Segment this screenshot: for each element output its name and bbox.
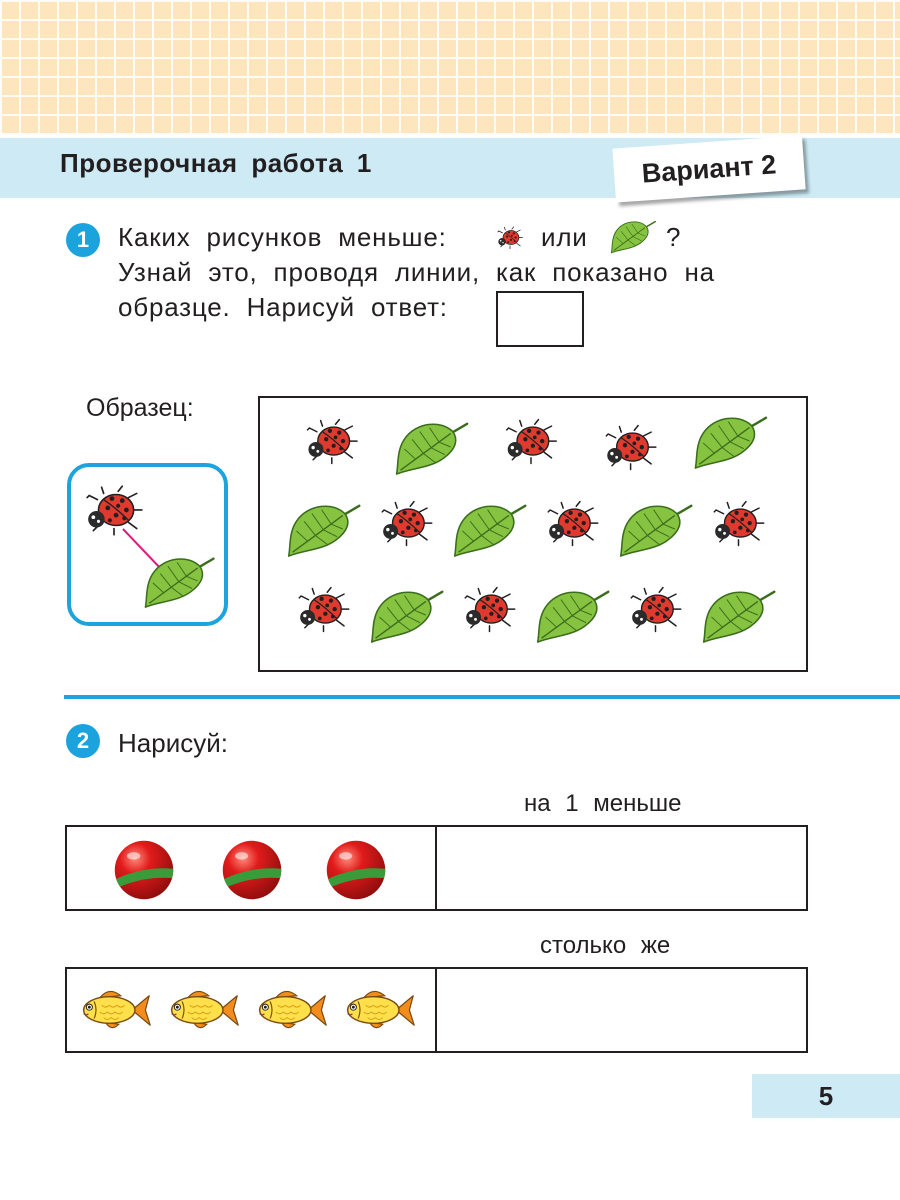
fish-group [67,969,433,1051]
task-1-number: 1 [76,227,90,252]
ladybug-icon [548,502,597,546]
task-row-1 [65,825,808,911]
task-1-line-3: образце. Нарисуй ответ: [118,292,448,322]
ladybug-icon [465,588,514,632]
task-1-line-1c: ? [666,222,682,252]
leaf-icon [695,418,766,468]
ladybug-icon [606,426,655,470]
task-2-number: 2 [76,728,90,753]
pictures-grid-drawing [260,398,806,670]
row-2-caption: столько же [540,932,671,959]
task-row-1-sample-cell [67,827,437,909]
leaf-icon [455,506,526,556]
fish-icon [84,991,150,1027]
ladybug-icon [87,486,142,535]
leaf-icon [704,592,775,642]
ladybug-icon [382,502,431,546]
sample-box [67,463,228,626]
task-row-1-answer-cell[interactable] [437,827,806,909]
row-1-caption: на 1 меньше [524,790,682,817]
ladybug-icon [308,420,357,464]
fish-icon [348,991,415,1027]
page-number: 5 [818,1080,834,1111]
ball-icon [113,841,175,899]
leaf-icon [621,506,692,556]
variant-label: Вариант 2 [640,148,778,189]
answer-box[interactable] [496,291,584,347]
task-2-badge [66,724,100,758]
leaf-icon [372,592,443,642]
ladybug-icon [496,226,524,250]
ladybug-icon [631,588,680,632]
fish-icon [172,991,239,1027]
pictures-grid [258,396,808,672]
ladybug-icon [299,588,348,632]
leaf-icon [608,218,658,254]
task-2-text: Нарисуй: [118,728,228,758]
sample-label: Образец: [86,394,194,422]
section-divider [64,695,900,699]
fish-icon [260,991,327,1027]
sample-illustration [71,467,224,622]
leaf-icon [289,506,360,556]
task-row-2-answer-cell[interactable] [437,969,806,1051]
leaf-icon [397,424,468,474]
header-decor-grid [0,0,900,135]
task-1-line-2: Узнай это, проводя линии, как показано на [118,257,715,287]
balls-group [67,827,433,909]
ball-icon [221,841,283,899]
ladybug-icon [714,502,763,546]
page-number-tab [752,1074,900,1118]
leaf-icon [145,559,213,608]
task-1-line-1a: Каких рисунков меньше: [118,222,447,252]
ball-icon [325,841,387,899]
page-title: Проверочная работа 1 [60,148,372,178]
task-row-2-sample-cell [67,969,437,1051]
ladybug-icon [507,420,556,464]
task-1-badge [66,223,100,257]
task-1-line-1b: или [541,222,588,252]
task-row-2 [65,967,808,1053]
leaf-icon [538,592,609,642]
